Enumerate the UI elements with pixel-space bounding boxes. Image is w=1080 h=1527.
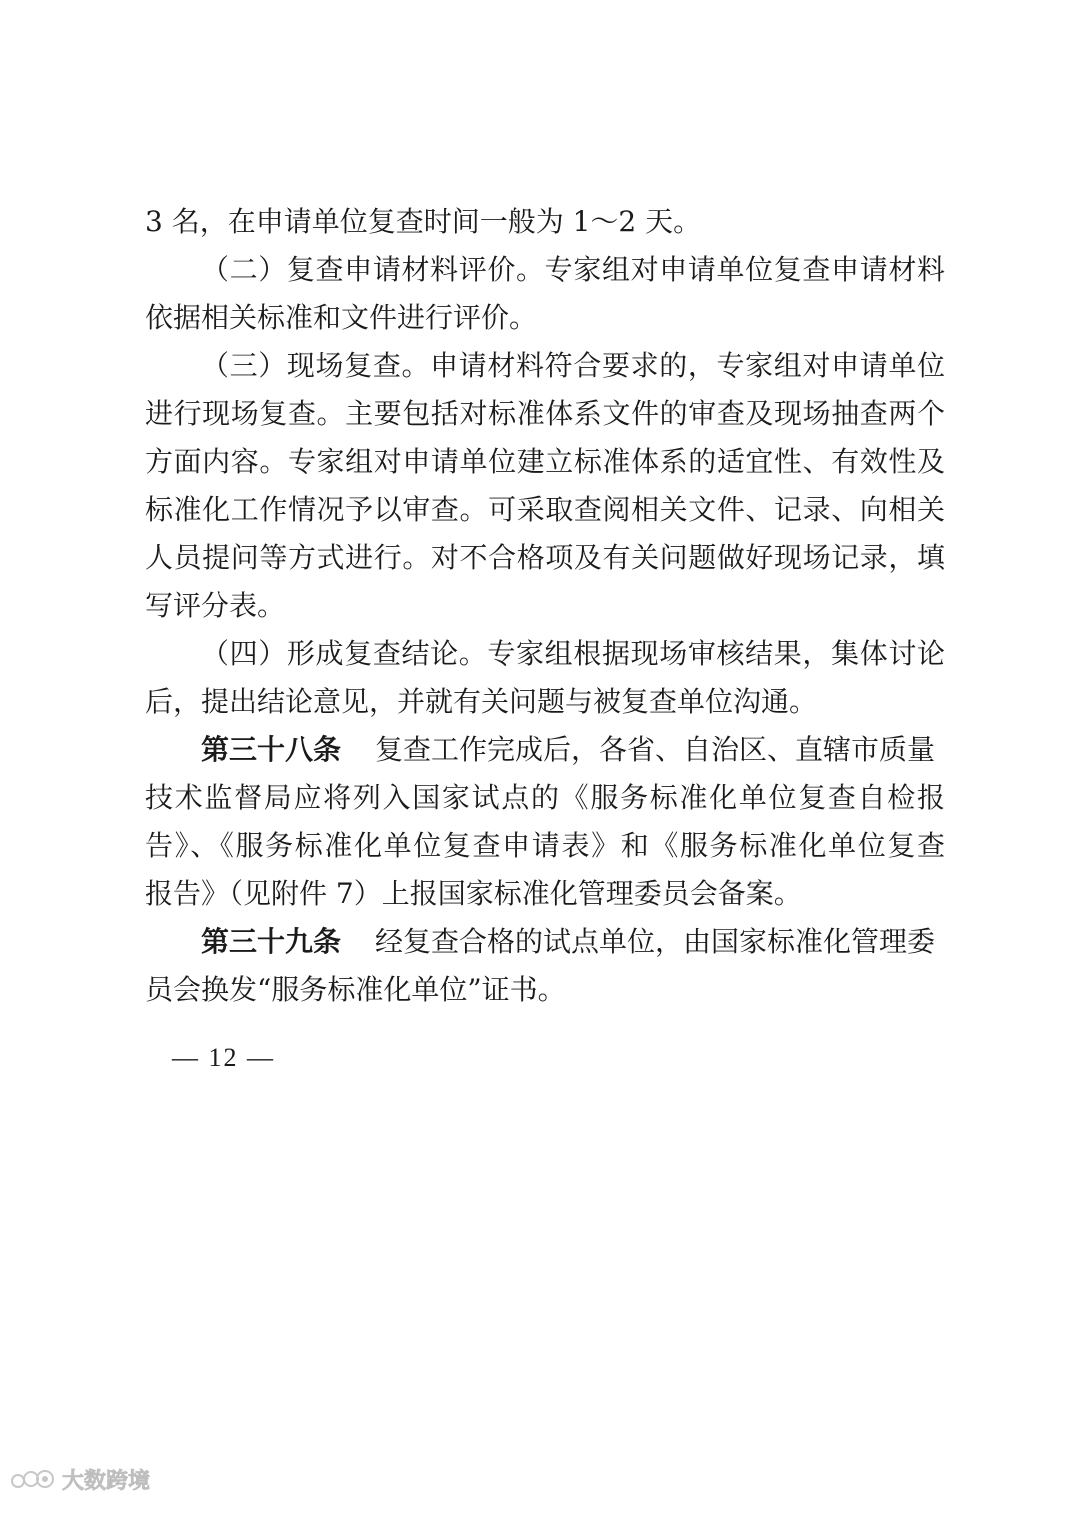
text-line: （三）现场复查。申请材料符合要求的，专家组对申请单位 bbox=[201, 349, 945, 382]
article-39-first-line bbox=[145, 918, 945, 966]
text-line: 3 名，在申请单位复查时间一般为 1～2 天。 bbox=[145, 205, 702, 238]
article-39-text: 经复查合格的试点单位，由国家标准化管理委 bbox=[375, 925, 936, 958]
document-body bbox=[145, 198, 945, 1014]
text-line: （二）复查申请材料评价。专家组对申请单位复查申请材料 bbox=[201, 253, 945, 286]
article-38-title: 第三十八条 bbox=[201, 733, 342, 766]
watermark-text: 大数跨境 bbox=[62, 1469, 151, 1494]
text-line: （四）形成复查结论。专家组根据现场审核结果，集体讨论 bbox=[201, 637, 945, 670]
text-line: 后，提出结论意见，并就有关问题与被复查单位沟通。 bbox=[145, 685, 818, 718]
watermark-logo-icon bbox=[10, 1467, 56, 1493]
text-line: 依据相关标准和文件进行评价。 bbox=[145, 301, 538, 334]
text-line: 报告》（见附件 7）上报国家标准化管理委员会备案。 bbox=[145, 877, 802, 910]
text-line: 写评分表。 bbox=[145, 589, 286, 622]
article-38-first-line bbox=[145, 726, 945, 774]
article-39-title: 第三十九条 bbox=[201, 925, 342, 958]
watermark bbox=[10, 1464, 150, 1495]
text-line: 进行现场复查。主要包括对标准体系文件的审查及现场抽查两个 bbox=[145, 397, 945, 430]
text-line: 员会换发“服务标准化单位”证书。 bbox=[145, 973, 566, 1006]
text-line: 技术监督局应将列入国家试点的《服务标准化单位复查自检报 bbox=[145, 781, 945, 814]
page-number: — 12 — bbox=[172, 1043, 275, 1072]
article-38-text: 复查工作完成后，各省、自治区、直辖市质量 bbox=[375, 733, 936, 766]
text-line: 人员提问等方式进行。对不合格项及有关问题做好现场记录，填 bbox=[145, 541, 945, 574]
text-line: 方面内容。专家组对申请单位建立标准体系的适宜性、有效性及 bbox=[145, 445, 945, 478]
text-line: 标准化工作情况予以审查。可采取查阅相关文件、记录、向相关 bbox=[145, 493, 945, 526]
text-line: 告》、《服务标准化单位复查申请表》和《服务标准化单位复查 bbox=[145, 829, 945, 862]
